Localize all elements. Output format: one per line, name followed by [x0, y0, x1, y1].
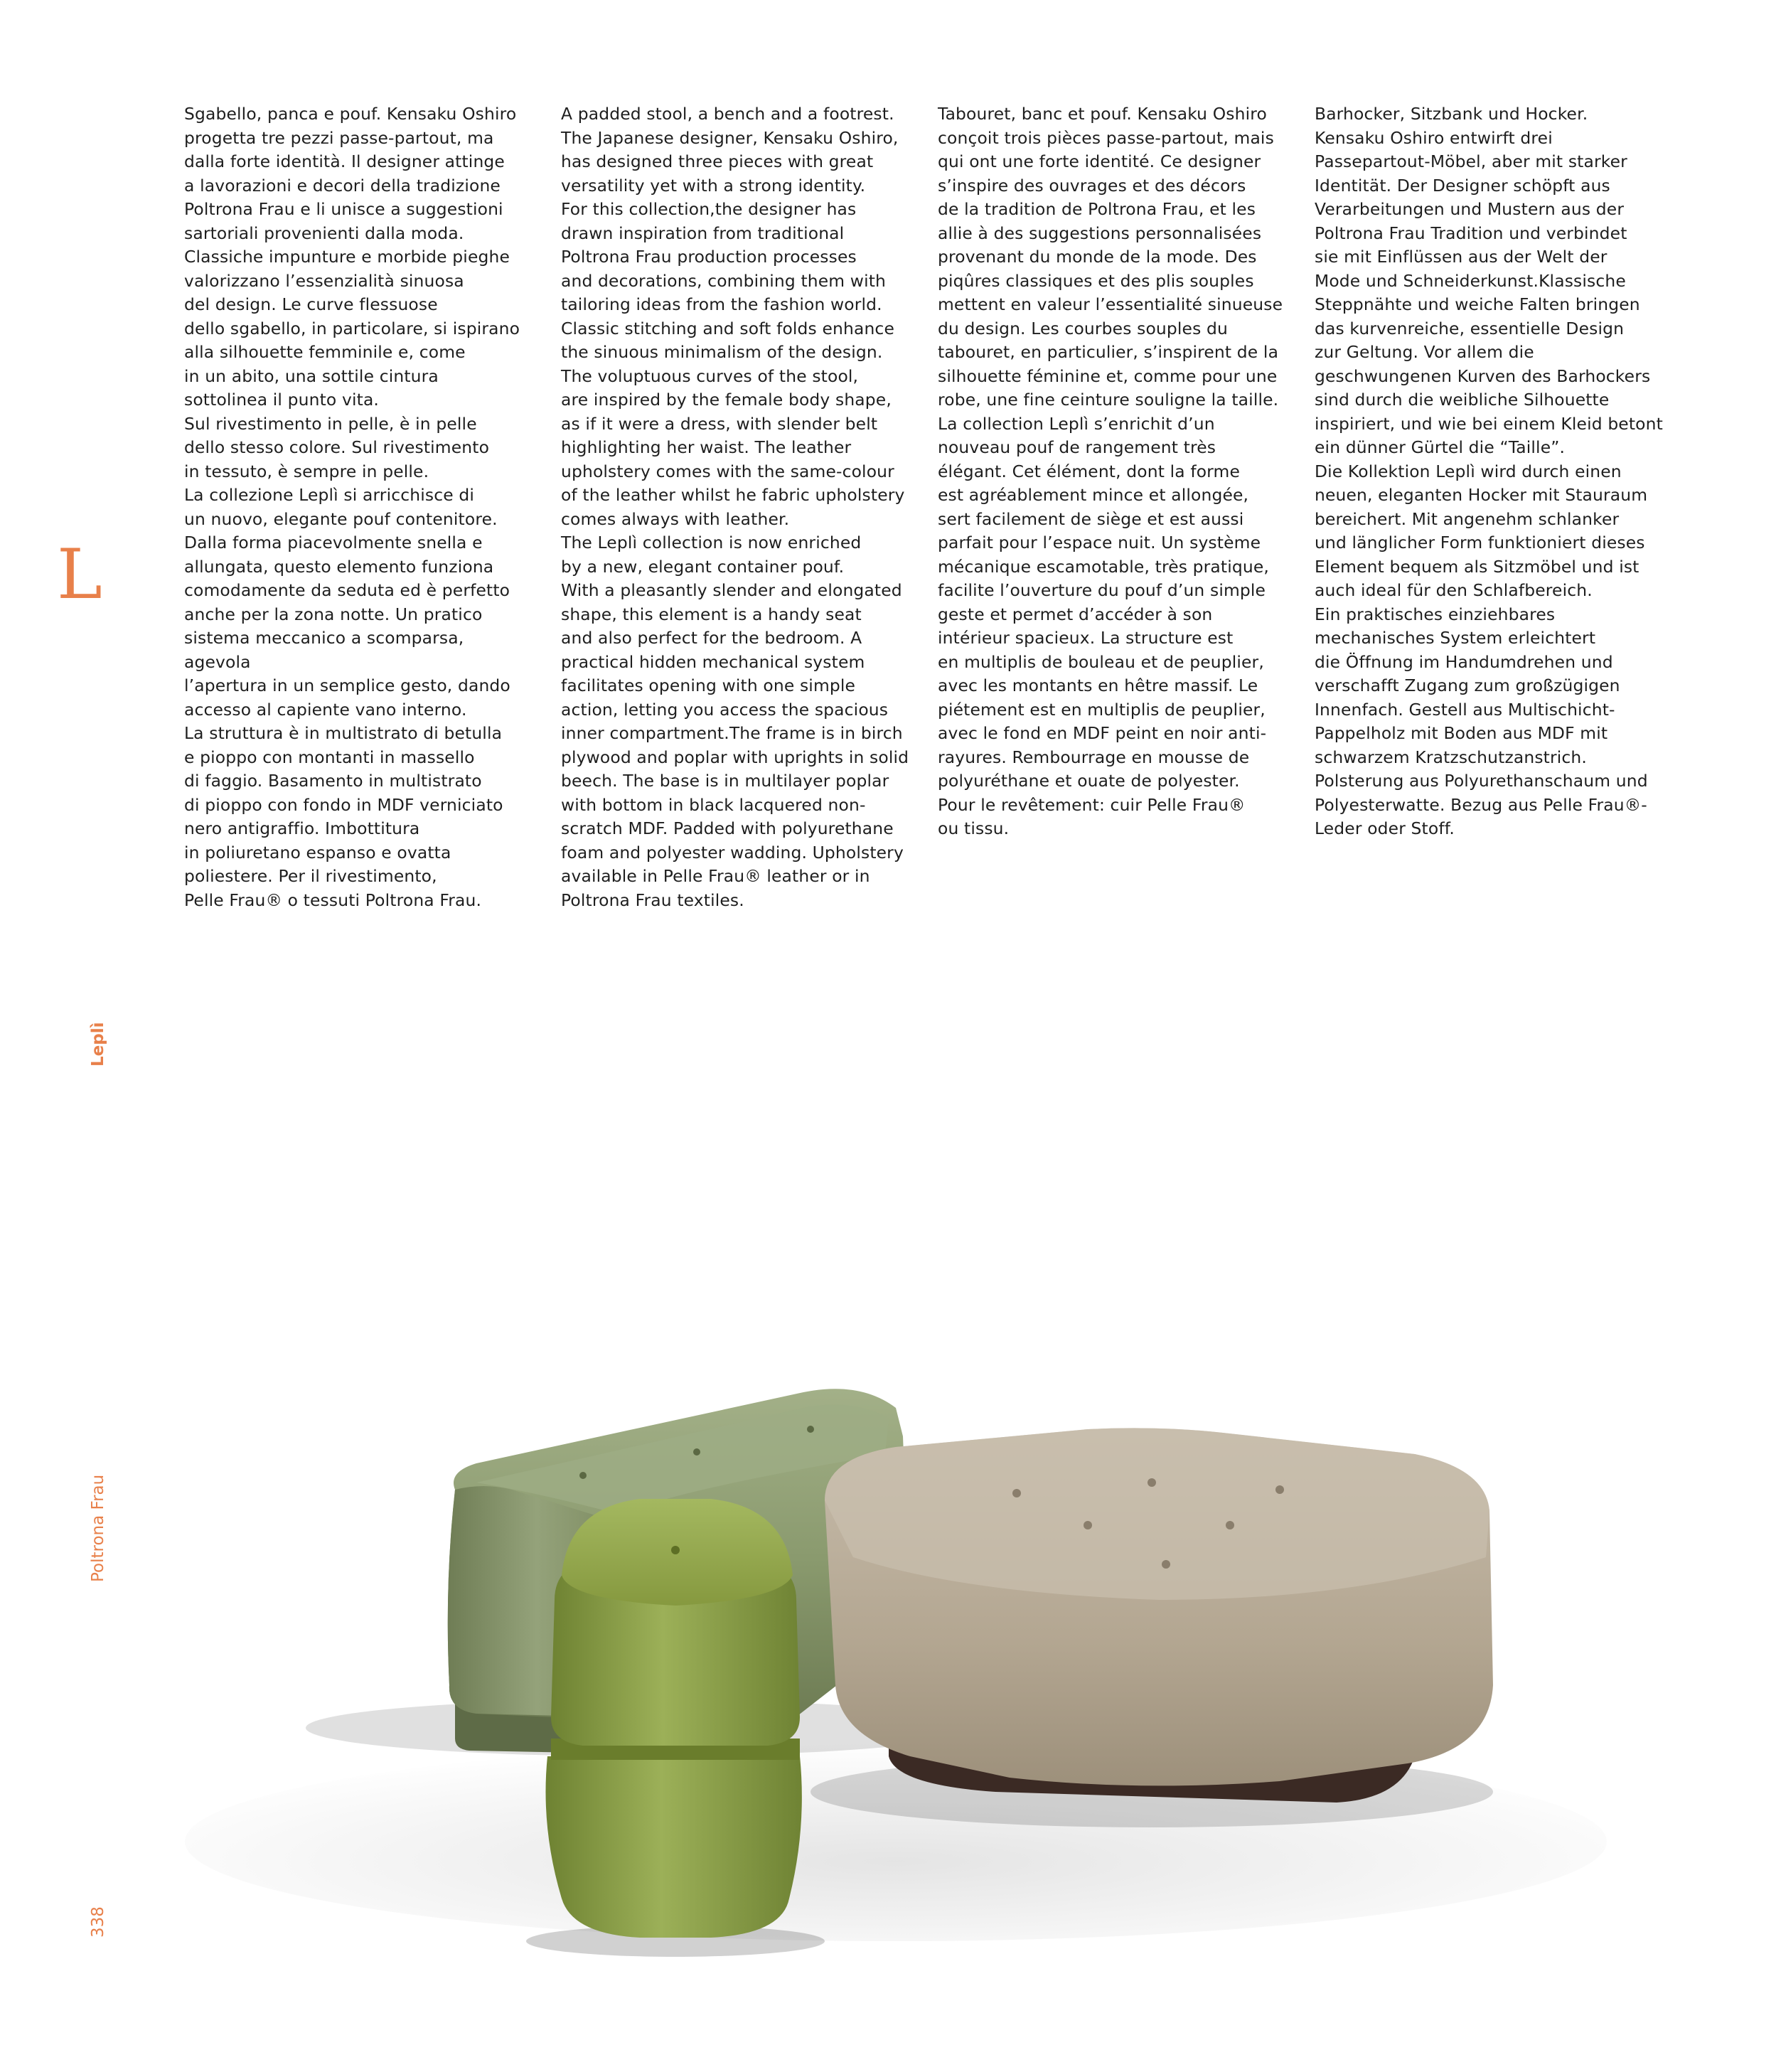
page-number: 338 [89, 1906, 107, 1938]
pouf [811, 1428, 1493, 1827]
stool [526, 1499, 825, 1957]
product-photo [142, 1330, 1635, 1962]
text-column-english: A padded stool, a bench and a footrest. The Japanese designer, Kensaku Oshiro, has designed three pieces with great versatility yet with a strong identity. For this collection,the designer has drawn inspiration from traditional Poltrona Frau production processes and decorations, combining them with tailoring ideas from the fashion world. Classic stitching and soft folds enhance the sinuous minimalism of the design. The voluptuous curves of the stool, are inspired by the female body shape, as if it were a dress, with slender belt highlighting her waist. The leather upholstery comes with the same-colour of the leather whilst he fabric upholstery comes always with leather. The Leplì collection is now enriched by a new, elegant container pouf. With a pleasantly slender and elongated shape, this element is a handy seat and also perfect for the bedroom. A practical hidden mechanical system facilitates opening with one simple action, letting you access the spacious inner compartment.The frame is in birch plywood and poplar with uprights in solid beech. The base is in multilayer poplar with bottom in black lacquered non- scratch MDF. Padded with polyurethane foam and polyester wadding. Upholstery available in Pelle Frau® leather or in Poltrona Frau textiles. [561, 104, 909, 910]
text-column-italian: Sgabello, panca e pouf. Kensaku Oshiro progetta tre pezzi passe-partout, ma dalla forte identità. Il designer attinge a lavorazioni e decori della tradizione Poltrona Frau e li unisce a suggestioni sartoriali provenienti dalla moda. Classiche impunture e morbide pieghe valorizzano l’essenzialità sinuosa del design. Le curve flessuose dello sgabello, in particolare, si ispirano alla silhouette femminile e, come in un abito, una sottile cintura sottolinea il punto vita. Sul rivestimento in pelle, è in pelle dello stesso colore. Sul rivestimento in tessuto, è sempre in pelle. La collezione Leplì si arricchisce di un nuovo, elegante pouf contenitore. Dalla forma piacevolmente snella e allungata, questo elemento funziona comodamente da seduta ed è perfetto anche per la zona notte. Un pratico sistema meccanico a scomparsa, agevola l’apertura in un semplice gesto, dando accesso al capiente vano interno. La struttura è in multistrato di betulla e pioppo con montanti in massello di faggio. Basamento in multistrato di pioppo con fondo in MDF verniciato nero antigraffio. Imbottitura in poliuretano espanso e ovatta poliestere. Per il rivestimento, Pelle Frau® o tessuti Poltrona Frau. [184, 104, 520, 910]
collection-label: Leplì [89, 1022, 107, 1067]
drop-initial: L [57, 535, 102, 614]
text-column-french: Tabouret, banc et pouf. Kensaku Oshiro conçoit trois pièces passe-partout, mais qui ont une forte identité. Ce designer s’inspire des ouvrages et des décors de la tradition de Poltrona Frau, et les allie à des suggestions personnalisées provenant du monde de la mode. Des piqûres classiques et des plis souples mettent en valeur l’essentialité sinueuse du design. Les courbes souples du tabouret, en particulier, s’inspirent de la silhouette féminine et, comme pour une robe, une fine ceinture souligne la taille. La collection Leplì s’enrichit d’un nouveau pouf de rangement très élégant. Cet élément, dont la forme est agréablement mince et allongée, sert facilement de siège et est aussi parfait pour l’espace nuit. Un système mécanique escamotable, très pratique, facilite l’ouverture du pouf d’un simple geste et permet d’accéder à son intérieur spacieux. La structure est en multiplis de bouleau et de peuplier, avec les montants en hêtre massif. Le piétement est en multiplis de peuplier, avec le fond en MDF peint en noir anti- rayures. Rembourrage en mousse de polyuréthane et ouate de polyester. Pour le revêtement: cuir Pelle Frau® ou tissu. [938, 104, 1283, 838]
text-column-german: Barhocker, Sitzbank und Hocker. Kensaku Oshiro entwirft drei Passepartout-Möbel, aber mit starker Identität. Der Designer schöpft aus Verarbeitungen und Mustern aus der Poltrona Frau Tradition und verbindet sie mit Einflüssen aus der Welt der Mode und Schneiderkunst.Klassische Steppnähte und weiche Falten bringen das kurvenreiche, essentielle Design zur Geltung. Vor allem die geschwungenen Kurven des Barhockers sind durch die weibliche Silhouette inspiriert, und wie bei einem Kleid betont ein dünner Gürtel die “Taille”. Die Kollektion Leplì wird durch einen neuen, eleganten Hocker mit Stauraum bereichert. Mit angenehm schlanker und länglicher Form funktioniert dieses Element bequem als Sitzmöbel und ist auch ideal für den Schlafbereich. Ein praktisches einziehbares mechanisches System erleichtert die Öffnung im Handumdrehen und verschafft Zugang zum großzügigen Innenfach. Gestell aus Multischicht- Pappelholz mit Boden aus MDF mit schwarzem Kratzschutzanstrich. Polsterung aus Polyurethanschaum und Polyesterwatte. Bezug aus Pelle Frau®- Leder oder Stoff. [1315, 104, 1663, 838]
brand-label: Poltrona Frau [89, 1474, 107, 1582]
